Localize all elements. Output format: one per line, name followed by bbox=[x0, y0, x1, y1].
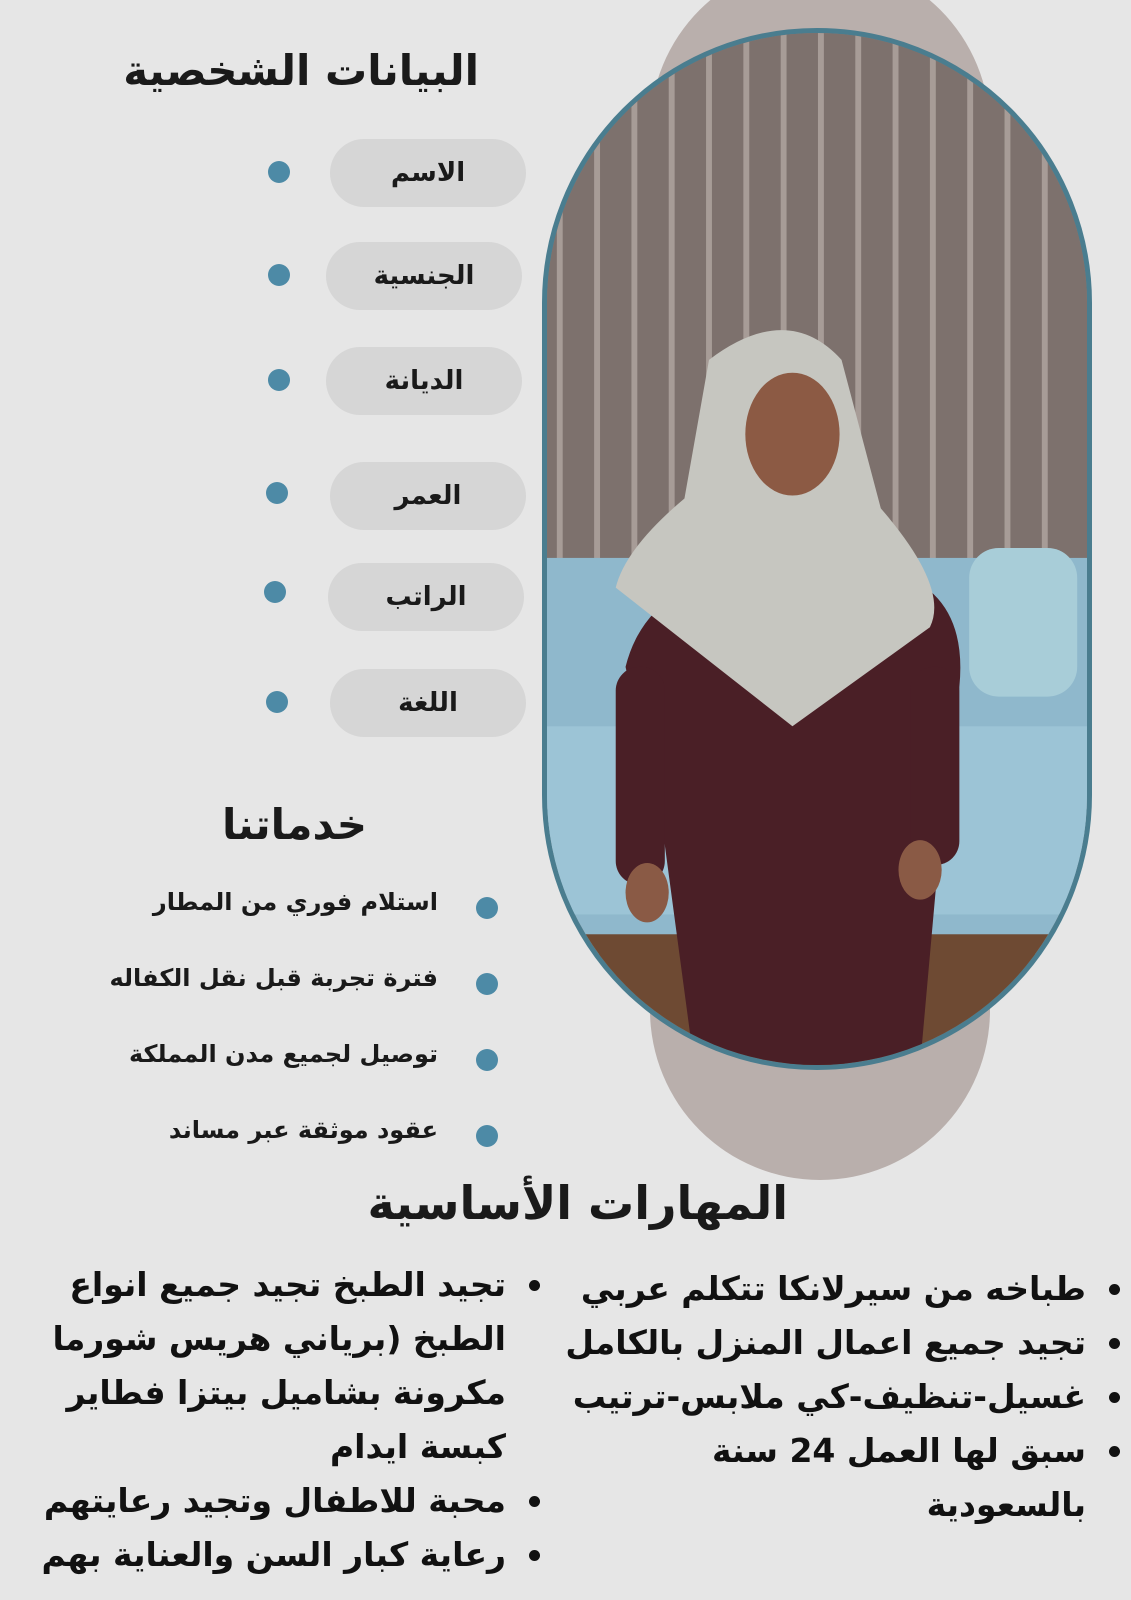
bullet-dot-icon bbox=[268, 161, 290, 183]
bullet-icon bbox=[1109, 1446, 1120, 1457]
field-row-age bbox=[0, 462, 540, 532]
personal-data-title: البيانات الشخصية bbox=[123, 46, 479, 95]
service-text: عقود موثقة عبر مساند bbox=[168, 1116, 438, 1144]
field-label-nationality: الجنسية bbox=[326, 242, 522, 310]
field-row-religion bbox=[0, 347, 540, 417]
bullet-icon bbox=[529, 1496, 540, 1507]
worker-photo bbox=[542, 28, 1092, 1070]
service-item bbox=[40, 964, 510, 1004]
field-row-salary bbox=[0, 563, 540, 633]
bullet-dot-icon bbox=[264, 581, 286, 603]
bullet-dot-icon bbox=[476, 973, 498, 995]
service-text: استلام فوري من المطار bbox=[152, 888, 438, 916]
service-item bbox=[40, 1040, 510, 1080]
field-label-language: اللغة bbox=[330, 669, 526, 737]
skill-item: محبة للاطفال وتجيد رعايتهم bbox=[20, 1474, 550, 1528]
bullet-icon bbox=[529, 1550, 540, 1561]
skill-item: تجيد جميع اعمال المنزل بالكامل bbox=[560, 1316, 1130, 1370]
bullet-icon bbox=[1109, 1392, 1120, 1403]
skill-item: رعاية كبار السن والعناية بهم bbox=[20, 1528, 550, 1582]
skills-right-column bbox=[560, 1262, 1130, 1532]
photo-illustration bbox=[547, 33, 1087, 1065]
bullet-dot-icon bbox=[266, 482, 288, 504]
field-label-name: الاسم bbox=[330, 139, 526, 207]
bullet-dot-icon bbox=[476, 1049, 498, 1071]
field-row-name bbox=[0, 139, 540, 209]
bullet-dot-icon bbox=[476, 897, 498, 919]
bullet-dot-icon bbox=[476, 1125, 498, 1147]
skill-item: طباخه من سيرلانكا تتكلم عربي bbox=[560, 1262, 1130, 1316]
bullet-dot-icon bbox=[268, 264, 290, 286]
skill-item: سبق لها العمل 24 سنة بالسعودية bbox=[710, 1424, 1130, 1532]
skill-item: غسيل-تنظيف-كي ملابس-ترتيب bbox=[560, 1370, 1130, 1424]
skill-item: تجيد الطبخ تجيد جميع انواع الطبخ (برياني هريس شورما مكرونة بشاميل بيتزا فطاير كبسة ايدام bbox=[20, 1258, 550, 1474]
service-text: توصيل لجميع مدن المملكة bbox=[128, 1040, 438, 1068]
bullet-dot-icon bbox=[266, 691, 288, 713]
field-row-nationality bbox=[0, 242, 540, 312]
skills-left-column bbox=[20, 1258, 550, 1582]
service-item bbox=[40, 888, 510, 928]
field-label-religion: الديانة bbox=[326, 347, 522, 415]
field-row-language bbox=[0, 669, 540, 739]
bullet-icon bbox=[529, 1280, 540, 1291]
bullet-icon bbox=[1109, 1284, 1120, 1295]
service-item bbox=[40, 1116, 510, 1156]
skills-title: المهارات الأساسية bbox=[367, 1176, 788, 1230]
bullet-icon bbox=[1109, 1338, 1120, 1349]
bullet-dot-icon bbox=[268, 369, 290, 391]
field-label-salary: الراتب bbox=[328, 563, 524, 631]
services-title: خدماتنا bbox=[222, 800, 367, 849]
field-label-age: العمر bbox=[330, 462, 526, 530]
service-text: فترة تجربة قبل نقل الكفاله bbox=[109, 964, 438, 992]
